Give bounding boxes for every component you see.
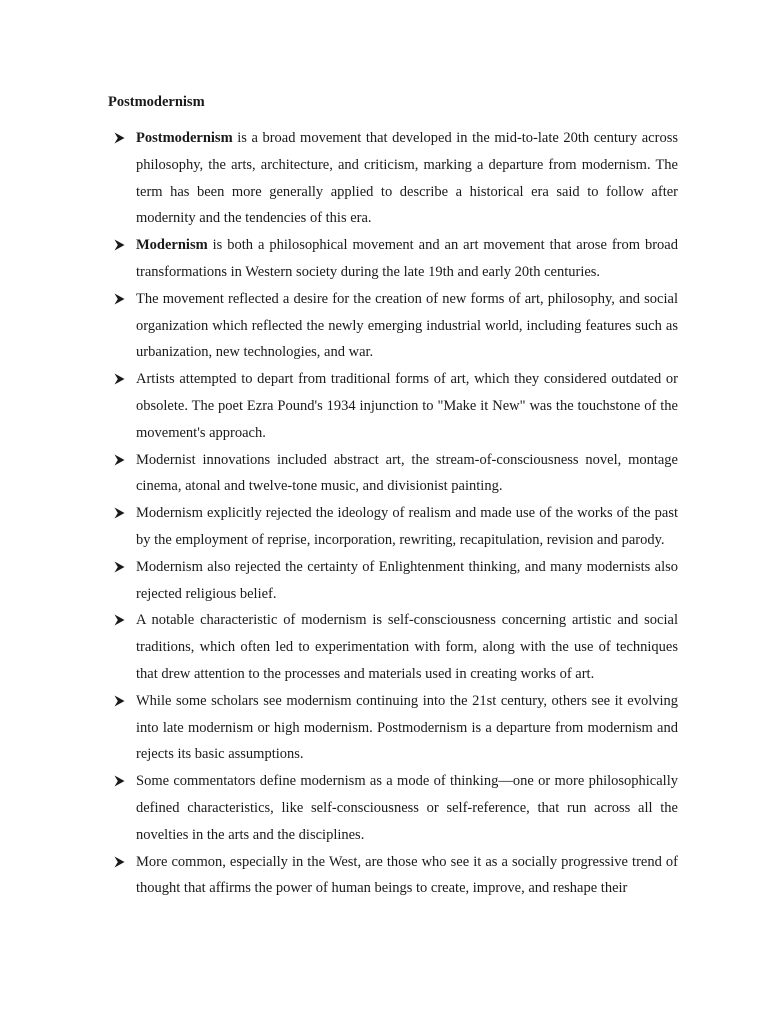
arrowhead-bullet-icon [114,849,128,876]
arrowhead-bullet-icon [114,554,128,581]
bullet-item [0,849,678,903]
arrowhead-bullet-icon [114,447,128,474]
bullet-item [0,447,678,501]
bullet-item [0,366,678,446]
bullet-text: Modernism also rejected the certainty of Enlightenment thinking, and many modernists also rejected religious belief. [136,558,678,602]
bullet-item [0,232,678,286]
arrowhead-bullet-icon [114,768,128,795]
bullet-item [0,286,678,366]
bullet-lead-term: Modernism [136,237,208,254]
bullet-item [0,125,678,232]
bullet-item [0,607,678,687]
bullet-text: More common, especially in the West, are those who see it as a socially progressive trend of thought that affirms the power of human beings to create, improve, and reshape their [136,853,678,897]
bullet-text: Some commentators define modernism as a mode of thinking—one or more philosophically defined characteristics, like self-consciousness or self-reference, that run across all the novelties in the arts and the disciplines. [136,773,678,843]
arrowhead-bullet-icon [114,607,128,634]
arrowhead-bullet-icon [114,366,128,393]
bullet-text: is both a philosophical movement and an art movement that arose from broad transformations in Western society during the late 19th and early 20th centuries. [136,237,678,280]
arrowhead-bullet-icon [114,125,128,152]
arrowhead-bullet-icon [114,688,128,715]
bullet-text: Modernism explicitly rejected the ideology of realism and made use of the works of the past by the employment of reprise, incorporation, rewriting, recapitulation, revision and parody. [136,505,678,548]
bullet-text: Modernist innovations included abstract art, the stream-of-consciousness novel, montage cinema, atonal and twelve-tone music, and divisionist painting. [136,451,678,495]
bullet-text: Artists attempted to depart from traditional forms of art, which they considered outdated or obsolete. The poet Ezra Pound's 1934 injunction to "Make it New" was the touchstone of the movement's approach. [136,371,678,441]
bullet-item [0,768,678,848]
bullet-lead-term: Postmodernism [136,130,233,146]
bullet-item [0,688,678,768]
bullet-item [0,500,678,554]
document-title: Postmodernism [108,94,205,110]
bullet-text: A notable characteristic of modernism is self-consciousness concerning artistic and social traditions, which often led to experimentation with form, along with the use of techniques that drew attention to the processes and materials used in creating works of art. [136,612,678,682]
bullet-item [0,554,678,608]
arrowhead-bullet-icon [114,232,128,259]
arrowhead-bullet-icon [114,286,128,313]
bullet-text: is a broad movement that developed in the mid-to-late 20th century across philosophy, the arts, architecture, and criticism, marking a departure from modernism. The term has been more generally applied to describe a historical era said to follow after modernity and the tendencies of this era. [136,130,678,227]
bullet-text: While some scholars see modernism continuing into the 21st century, others see it evolving into late modernism or high modernism. Postmodernism is a departure from modernism and rejects its basic assumptions. [136,692,678,763]
bullet-text: The movement reflected a desire for the creation of new forms of art, philosophy, and social organization which reflected the newly emerging industrial world, including features such as urbanization, new technologies, and war. [136,290,678,361]
arrowhead-bullet-icon [114,500,128,527]
bullet-list [0,125,768,902]
